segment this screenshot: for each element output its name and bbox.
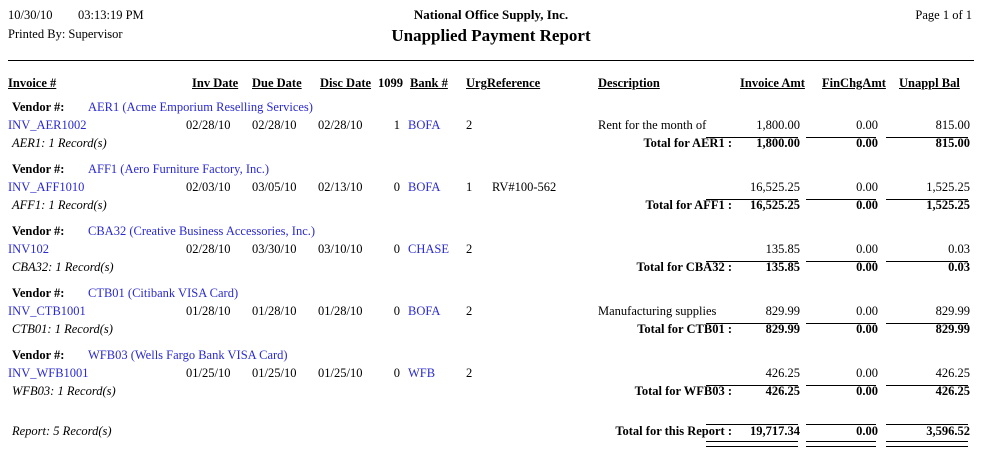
total-rule-unappl — [886, 199, 968, 200]
flag-1099: 0 — [393, 180, 400, 194]
invoice-amount: 1,800.00 — [756, 118, 800, 132]
inv-date: 01/28/10 — [186, 304, 231, 318]
vendor-name[interactable]: AFF1 (Aero Furniture Factory, Inc.) — [88, 162, 270, 176]
col-due-date: Due Date — [252, 76, 302, 90]
description: Manufacturing supplies — [598, 304, 717, 318]
vendor-label: Vendor #: — [12, 224, 65, 238]
vendor-total-label: Total for CTB01 : — [637, 322, 732, 336]
flag-1099: 1 — [393, 118, 400, 132]
vendor-total-row — [0, 260, 982, 278]
due-date: 01/28/10 — [252, 304, 297, 318]
unappl-balance: 1,525.25 — [926, 180, 970, 194]
vendor-record-count: CTB01: 1 Record(s) — [12, 322, 113, 336]
total-rule-invoice — [706, 199, 798, 200]
urgency: 2 — [466, 242, 473, 256]
due-date: 02/28/10 — [252, 118, 297, 132]
vendor-total-label: Total for AFF1 : — [645, 198, 732, 212]
col-inv-date: Inv Date — [192, 76, 239, 90]
vendor-label: Vendor #: — [12, 348, 65, 362]
finchg-amount: 0.00 — [856, 180, 878, 194]
vendor-header-row — [0, 286, 982, 304]
unappl-balance: 426.25 — [935, 366, 970, 380]
total-rule-finchg — [806, 323, 876, 324]
vendor-header-row — [0, 224, 982, 242]
vendor-total-row — [0, 384, 982, 402]
vendor-total-label: Total for CBA32 : — [636, 260, 732, 274]
disc-date: 03/10/10 — [318, 242, 363, 256]
column-headers — [0, 76, 982, 96]
print-time: 03:13:19 PM — [78, 8, 144, 22]
vendor-total-invoice-amt: 1,800.00 — [756, 136, 800, 150]
vendor-label: Vendor #: — [12, 286, 65, 300]
flag-1099: 0 — [393, 242, 400, 256]
inv-date: 02/03/10 — [186, 180, 231, 194]
invoice-amount: 829.99 — [765, 304, 800, 318]
total-rule-invoice — [706, 137, 798, 138]
finchg-amount: 0.00 — [856, 304, 878, 318]
bank-code[interactable]: BOFA — [408, 304, 441, 318]
vendor-label: Vendor #: — [12, 100, 65, 114]
col-finchg-amt: FinChgAmt — [822, 76, 886, 90]
vendor-total-label: Total for AER1 : — [643, 136, 732, 150]
vendor-record-count: AER1: 1 Record(s) — [12, 136, 107, 150]
finchg-amount: 0.00 — [856, 242, 878, 256]
header-divider — [8, 60, 974, 61]
vendor-total-unappl-bal: 829.99 — [935, 322, 970, 336]
report-rule-invoice — [706, 424, 798, 425]
col-disc-date: Disc Date — [320, 76, 372, 90]
total-rule-finchg — [806, 261, 876, 262]
vendor-header-row — [0, 162, 982, 180]
bank-code[interactable]: BOFA — [408, 118, 441, 132]
bank-code[interactable]: BOFA — [408, 180, 441, 194]
unappl-balance: 815.00 — [935, 118, 970, 132]
inv-date: 02/28/10 — [186, 242, 231, 256]
disc-date: 01/28/10 — [318, 304, 363, 318]
report-body — [0, 100, 982, 442]
total-rule-invoice — [706, 261, 798, 262]
vendor-total-row — [0, 136, 982, 154]
total-rule-invoice — [706, 323, 798, 324]
col-invoice: Invoice # — [8, 76, 57, 90]
bank-code[interactable]: WFB — [408, 366, 436, 380]
report-total-unappl-bal: 3,596.52 — [926, 424, 970, 438]
table-row — [0, 304, 982, 322]
vendor-total-unappl-bal: 815.00 — [935, 136, 970, 150]
due-date: 03/30/10 — [252, 242, 297, 256]
invoice-number[interactable]: INV_WFB1001 — [8, 366, 89, 380]
row-spacer — [0, 402, 982, 410]
report-total-row — [0, 424, 982, 442]
vendor-total-finchg-amt: 0.00 — [856, 136, 878, 150]
invoice-number[interactable]: INV_AFF1010 — [8, 180, 85, 194]
vendor-name[interactable]: CTB01 (Citibank VISA Card) — [88, 286, 239, 300]
report-rule-finchg — [806, 424, 876, 425]
description: Rent for the month of — [598, 118, 707, 132]
vendor-total-row — [0, 198, 982, 216]
row-spacer — [0, 216, 982, 224]
report-double-rule-unappl — [886, 441, 968, 447]
report-header — [0, 0, 982, 46]
col-unappl-bal: Unappl Bal — [899, 76, 960, 90]
report-total-label: Total for this Report : — [615, 424, 732, 438]
vendor-total-finchg-amt: 0.00 — [856, 260, 878, 274]
total-rule-unappl — [886, 385, 968, 386]
total-rule-finchg — [806, 199, 876, 200]
col-urg: Urg — [466, 76, 487, 90]
vendor-total-invoice-amt: 16,525.25 — [750, 198, 800, 212]
vendor-total-unappl-bal: 1,525.25 — [926, 198, 970, 212]
vendor-record-count: AFF1: 1 Record(s) — [12, 198, 107, 212]
invoice-number[interactable]: INV_CTB1001 — [8, 304, 86, 318]
col-invoice-amt: Invoice Amt — [740, 76, 805, 90]
total-rule-unappl — [886, 323, 968, 324]
due-date: 01/25/10 — [252, 366, 297, 380]
vendor-total-invoice-amt: 426.25 — [765, 384, 800, 398]
report-rule-unappl — [886, 424, 968, 425]
disc-date: 02/13/10 — [318, 180, 363, 194]
finchg-amount: 0.00 — [856, 366, 878, 380]
flag-1099: 0 — [393, 304, 400, 318]
vendor-record-count: CBA32: 1 Record(s) — [12, 260, 114, 274]
vendor-total-unappl-bal: 0.03 — [948, 260, 970, 274]
printed-by: Printed By: Supervisor — [8, 27, 123, 41]
row-spacer — [0, 278, 982, 286]
row-spacer — [0, 154, 982, 162]
unappl-balance: 0.03 — [948, 242, 970, 256]
vendor-total-label: Total for WFB03 : — [634, 384, 732, 398]
finchg-amount: 0.00 — [856, 118, 878, 132]
invoice-amount: 16,525.25 — [750, 180, 800, 194]
urgency: 2 — [466, 366, 473, 380]
inv-date: 02/28/10 — [186, 118, 231, 132]
table-row — [0, 242, 982, 260]
due-date: 03/05/10 — [252, 180, 297, 194]
bank-code[interactable]: CHASE — [408, 242, 449, 256]
vendor-total-unappl-bal: 426.25 — [935, 384, 970, 398]
vendor-name[interactable]: CBA32 (Creative Business Accessories, Inc.) — [88, 224, 316, 238]
total-rule-unappl — [886, 137, 968, 138]
report-double-rule-invoice — [706, 441, 798, 447]
row-spacer — [0, 340, 982, 348]
vendor-total-finchg-amt: 0.00 — [856, 322, 878, 336]
vendor-total-finchg-amt: 0.00 — [856, 384, 878, 398]
vendor-total-finchg-amt: 0.00 — [856, 198, 878, 212]
total-rule-finchg — [806, 137, 876, 138]
vendor-label: Vendor #: — [12, 162, 65, 176]
vendor-total-row — [0, 322, 982, 340]
col-1099: 1099 — [378, 76, 403, 90]
vendor-name[interactable]: WFB03 (Wells Fargo Bank VISA Card) — [88, 348, 288, 362]
table-row — [0, 180, 982, 198]
vendor-total-invoice-amt: 135.85 — [765, 260, 800, 274]
urgency: 1 — [466, 180, 473, 194]
invoice-amount: 426.25 — [765, 366, 800, 380]
col-bank: Bank # — [410, 76, 448, 90]
vendor-total-invoice-amt: 829.99 — [765, 322, 800, 336]
col-reference: Reference — [487, 76, 541, 90]
total-rule-invoice — [706, 385, 798, 386]
flag-1099: 0 — [393, 366, 400, 380]
report-record-count: Report: 5 Record(s) — [12, 424, 112, 438]
col-description: Description — [598, 76, 660, 90]
row-spacer — [0, 410, 982, 424]
total-rule-unappl — [886, 261, 968, 262]
page-number: Page 1 of 1 — [915, 8, 972, 22]
urgency: 2 — [466, 304, 473, 318]
vendor-header-row — [0, 100, 982, 118]
unappl-balance: 829.99 — [935, 304, 970, 318]
vendor-record-count: WFB03: 1 Record(s) — [12, 384, 116, 398]
page-title: Unapplied Payment Report — [391, 26, 591, 45]
report-double-rule-finchg — [806, 441, 876, 447]
vendor-name[interactable]: AER1 (Acme Emporium Reselling Services) — [88, 100, 313, 114]
invoice-number[interactable]: INV102 — [8, 242, 49, 256]
disc-date: 02/28/10 — [318, 118, 363, 132]
table-row — [0, 366, 982, 384]
invoice-amount: 135.85 — [765, 242, 800, 256]
inv-date: 01/25/10 — [186, 366, 231, 380]
disc-date: 01/25/10 — [318, 366, 363, 380]
urgency: 2 — [466, 118, 473, 132]
report-total-invoice-amt: 19,717.34 — [750, 424, 800, 438]
invoice-number[interactable]: INV_AER1002 — [8, 118, 87, 132]
total-rule-finchg — [806, 385, 876, 386]
print-date: 10/30/10 — [8, 8, 53, 22]
vendor-header-row — [0, 348, 982, 366]
table-row — [0, 118, 982, 136]
reference: RV#100-562 — [492, 180, 557, 194]
company-name: National Office Supply, Inc. — [413, 7, 569, 22]
report-total-finchg-amt: 0.00 — [856, 424, 878, 438]
